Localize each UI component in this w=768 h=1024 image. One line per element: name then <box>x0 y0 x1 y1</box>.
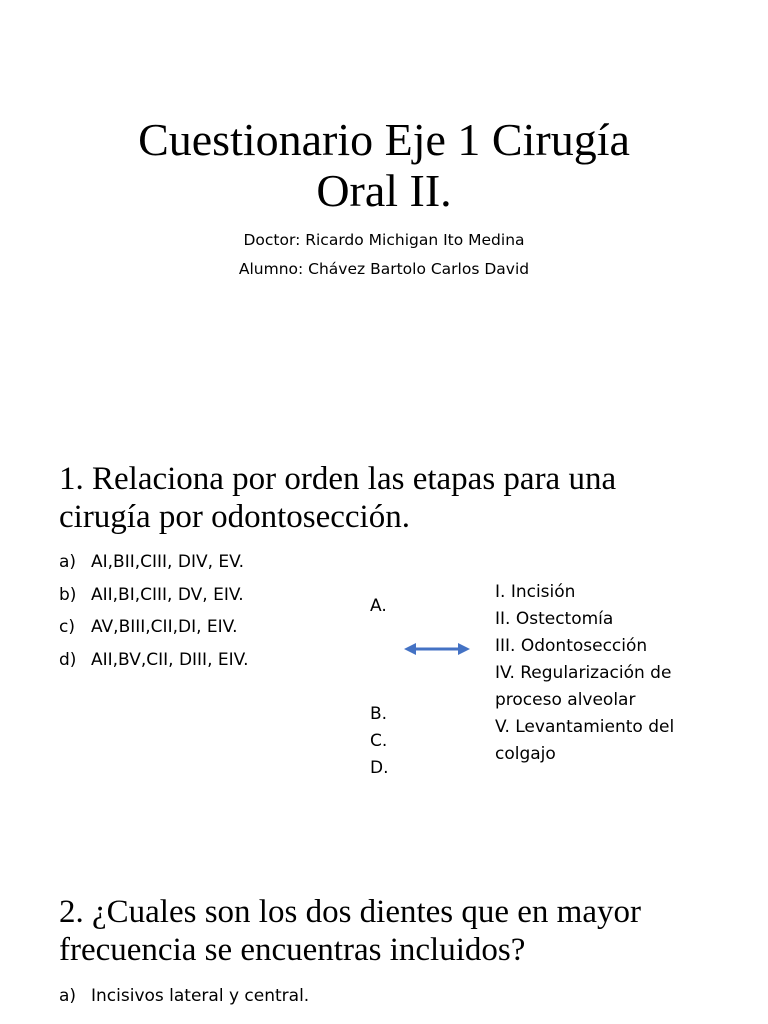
doctor-name: Doctor: Ricardo Michigan Ito Medina <box>243 231 525 249</box>
student-name: Alumno: Chávez Bartolo Carlos David <box>238 260 530 278</box>
stage-item: III. Odontosección <box>495 636 648 656</box>
double-arrow-icon <box>403 641 471 657</box>
option-text: AII,BI,CIII, DV, EIV. <box>91 584 244 605</box>
question-2-line-1: 2. ¿Cuales son los dos dientes que en mayor <box>59 894 641 930</box>
option-b <box>59 585 248 618</box>
option-letter: a) <box>59 986 77 1006</box>
match-letter-d: D. <box>370 758 389 778</box>
question-1 <box>59 460 739 536</box>
option-c <box>59 617 248 650</box>
stages-list <box>495 579 745 768</box>
option-letter: d) <box>59 649 77 670</box>
option-text: Incisivos lateral y central. <box>91 986 310 1006</box>
option-a <box>59 552 248 585</box>
question-1-options <box>59 552 248 682</box>
option-text: AII,BV,CII, DIII, EIV. <box>91 649 249 670</box>
option-a <box>59 986 309 1019</box>
option-letter: b) <box>59 584 77 605</box>
option-text: AI,BII,CIII, DIV, EV. <box>91 552 244 572</box>
stage-item: proceso alveolar <box>495 690 636 710</box>
question-2-options <box>59 986 309 1019</box>
question-2 <box>59 893 739 969</box>
question-2-line-2: frecuencia se encuentras incluidos? <box>59 932 526 968</box>
stage-item: II. Ostectomía <box>495 609 614 629</box>
title-line-2: Oral II. <box>316 165 452 216</box>
stage-item: IV. Regularización de <box>495 663 672 683</box>
option-text: AV,BIII,CII,DI, EIV. <box>91 617 238 637</box>
title-line-1: Cuestionario Eje 1 Cirugía <box>138 114 630 165</box>
stage-item: I. Incisión <box>495 582 576 602</box>
option-d <box>59 650 248 683</box>
stage-item: colgajo <box>495 744 556 764</box>
option-letter: a) <box>59 552 77 572</box>
question-1-line-1: 1. Relaciona por orden las etapas para una <box>59 461 617 497</box>
match-letter-b: B. <box>370 704 388 724</box>
slide-title <box>0 114 768 216</box>
option-letter: c) <box>59 617 75 637</box>
match-letter-a: A. <box>370 596 387 616</box>
question-1-line-2: cirugía por odontosección. <box>59 499 410 535</box>
stage-item: V. Levantamiento del <box>495 717 675 737</box>
match-letter-c: C. <box>370 731 388 751</box>
